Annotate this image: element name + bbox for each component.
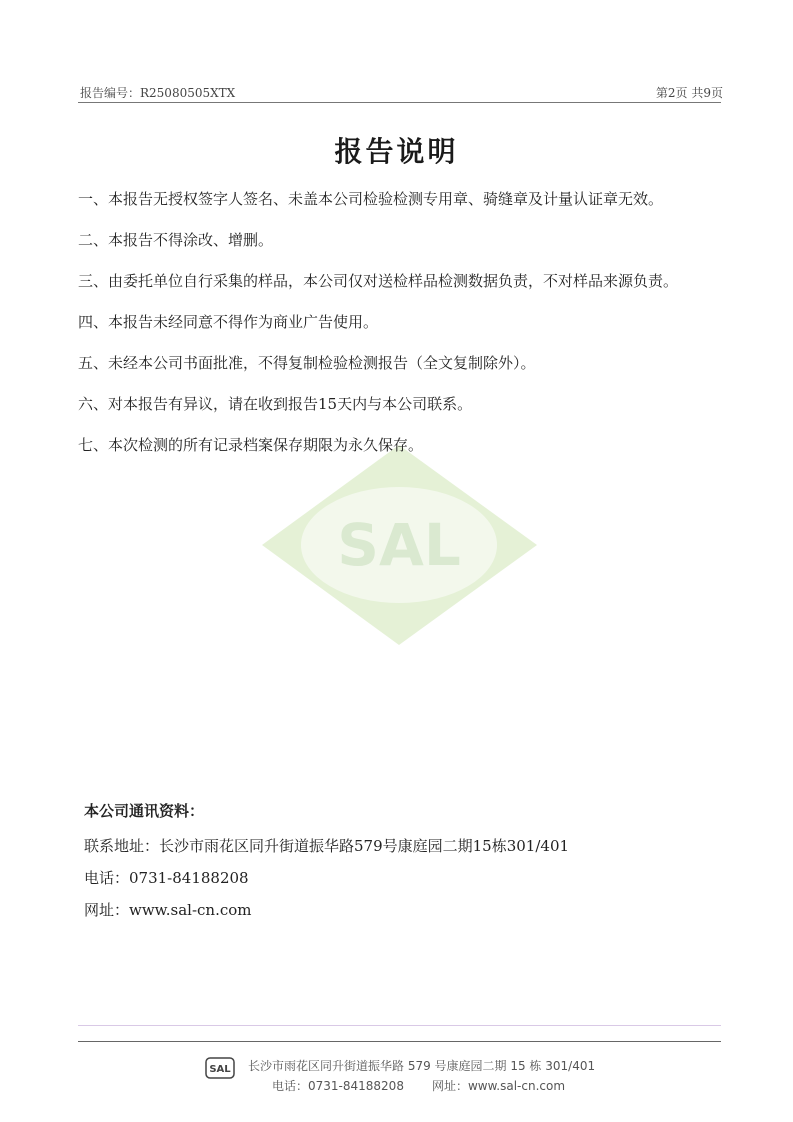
footer-divider [78,1041,721,1042]
footer-logo-text: SAL [209,1064,231,1075]
contact-website: 网址：www.sal-cn.com [84,901,252,919]
note-item: 四、本报告未经同意不得作为商业广告使用。 [78,313,379,331]
page-title: 报告说明 [334,135,459,168]
contact-heading: 本公司通讯资料： [84,802,205,820]
footer-top-divider [78,1025,721,1026]
note-item: 一、本报告无授权签字人签名、未盖本公司检验检测专用章、骑缝章及计量认证章无效。 [78,190,664,208]
contact-section [84,800,704,931]
header-divider [78,102,721,103]
note-item: 七、本次检测的所有记录档案保存期限为永久保存。 [78,436,424,454]
note-item: 三、由委托单位自行采集的样品，本公司仅对送检样品检测数据负责，不对样品来源负责。 [78,272,679,290]
footer-info [248,1056,595,1096]
note-item: 二、本报告不得涂改、增删。 [78,231,274,249]
sal-watermark-logo [262,445,537,645]
footer-website: 网址：www.sal-cn.com [431,1079,566,1093]
note-item: 六、对本报告有异议，请在收到报告15天内与本公司联系。 [78,395,473,413]
notes-list [78,188,728,475]
page-info: 第2页 共9页 [655,86,723,100]
footer-address: 长沙市雨花区同升街道振华路 579 号康庭园二期 15 栋 301/401 [248,1059,596,1073]
watermark-text: SAL [337,511,461,579]
footer-contact-line [248,1076,595,1096]
contact-address: 联系地址：长沙市雨花区同升街道振华路579号康庭园二期15栋301/401 [84,837,570,855]
sal-footer-logo [205,1057,235,1079]
footer-phone: 电话：0731-84188208 [272,1079,404,1093]
note-item: 五、未经本公司书面批准，不得复制检验检测报告（全文复制除外）。 [78,354,536,372]
contact-phone: 电话：0731-84188208 [84,869,249,887]
report-number: 报告编号：R25080505XTX [80,86,236,100]
